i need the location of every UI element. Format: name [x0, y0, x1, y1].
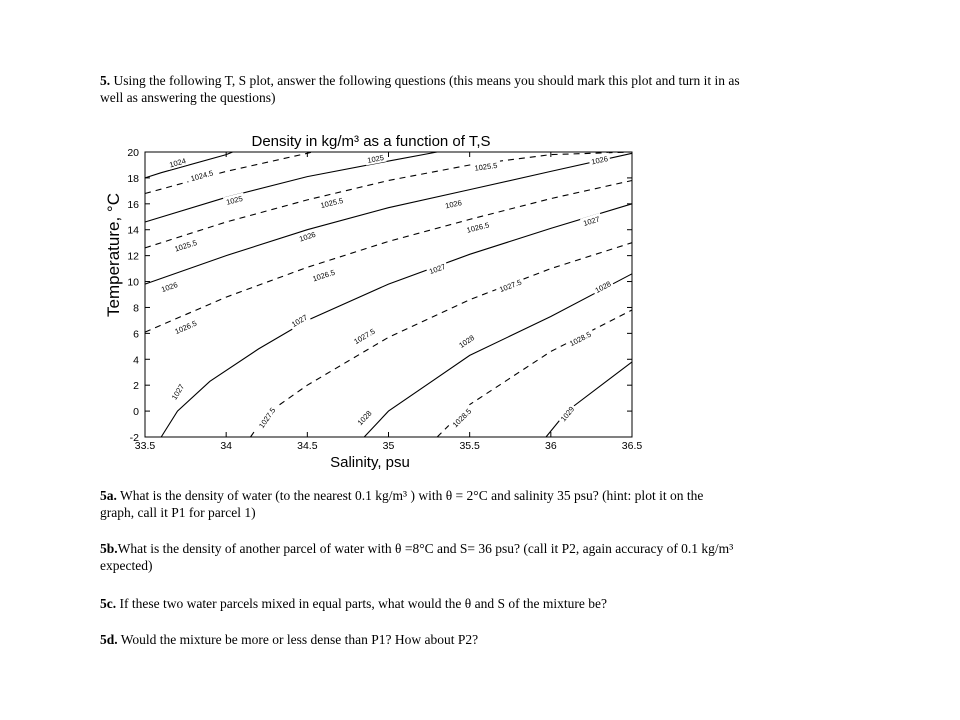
y-tick-label: 12 — [127, 250, 139, 263]
contour-label — [455, 331, 478, 351]
contour-label-text: 1026 — [590, 154, 609, 167]
question-5b-label: 5b. — [100, 541, 118, 556]
y-tick-label: 10 — [127, 276, 139, 289]
contour-label-text: 1027 — [289, 312, 309, 329]
contour-1029 — [546, 362, 632, 437]
contour-label-text: 1027.5 — [498, 277, 523, 295]
contour-label — [316, 194, 347, 211]
question-5a-label: 5a. — [100, 488, 117, 503]
contour-label — [471, 159, 501, 173]
contour-label — [495, 275, 526, 295]
contour-label-text: 1027 — [427, 261, 447, 277]
contour-labels — [158, 152, 614, 433]
y-tick-label: 4 — [133, 354, 139, 367]
question-5c-label: 5c. — [100, 596, 117, 611]
x-tick-label: 36 — [544, 440, 557, 452]
contour-label-text: 1026.5 — [465, 220, 491, 235]
y-tick-label: 6 — [133, 328, 139, 341]
contour-label — [364, 152, 386, 166]
contour-lines — [145, 152, 632, 437]
contour-label-text: 1029 — [558, 404, 577, 424]
question-5c-text: If these two water parcels mixed in equal parts, what would the θ and S of the mixture be? — [116, 596, 607, 611]
y-tick-label: 2 — [133, 380, 139, 393]
contour-label — [170, 317, 201, 338]
contour-label — [254, 403, 279, 433]
contour-label-text: 1028 — [457, 333, 477, 350]
y-tick-label: 20 — [127, 147, 139, 159]
contour-label — [353, 407, 375, 429]
x-tick-label: 34 — [220, 440, 233, 452]
question-5b — [100, 540, 740, 574]
contour-label — [426, 260, 449, 277]
contour-label-text: 1024.5 — [189, 168, 215, 184]
contour-label — [308, 266, 339, 284]
contour-1026 — [145, 153, 632, 284]
contour-label — [588, 153, 610, 167]
x-tick-label: 35 — [382, 440, 395, 452]
contour-label — [168, 380, 188, 403]
y-tick-label: -2 — [129, 432, 139, 444]
contour-label-text: 1027.5 — [352, 326, 377, 347]
contour-label — [288, 311, 311, 330]
contour-1028 — [364, 274, 632, 437]
contour-label-text: 1024 — [168, 156, 187, 170]
y-tick-label: 16 — [127, 198, 139, 211]
x-axis-label: Salinity, psu — [330, 454, 410, 471]
question-text: Using the following T, S plot, answer the following questions (this means you should mark this plot and turn it in as well as answering the questions) — [100, 73, 740, 105]
contour-label — [186, 167, 217, 184]
contour-label-text: 1027 — [169, 382, 187, 402]
contour-label-text: 1028.5 — [450, 406, 474, 430]
contour-label-text: 1028 — [355, 408, 374, 428]
question-5a — [100, 487, 740, 521]
question-5d-text: Would the mixture be more or less dense than P1? How about P2? — [117, 632, 479, 647]
y-tick-label: 18 — [127, 172, 139, 185]
contour-label-text: 1028.5 — [568, 329, 593, 349]
contour-1024.5 — [145, 152, 312, 194]
contour-label — [442, 197, 464, 211]
y-tick-label: 14 — [127, 224, 139, 237]
y-axis-label: Temperature, °C — [104, 193, 123, 317]
contour-label-text: 1027.5 — [256, 405, 278, 430]
plot-frame — [145, 152, 632, 437]
contour-1026.5 — [145, 181, 632, 333]
contour-label — [580, 213, 603, 229]
contour-label-text: 1025.5 — [474, 160, 498, 173]
contour-label — [462, 219, 493, 236]
question-5c — [100, 595, 740, 612]
x-tick-label: 36.5 — [621, 440, 643, 452]
contour-label-text: 1025.5 — [319, 195, 345, 211]
contour-label — [349, 324, 379, 347]
contour-label-text: 1026 — [160, 280, 179, 295]
x-tick-label: 35.5 — [459, 440, 480, 452]
chart-title: Density in kg/m³ as a function of T,S — [251, 133, 491, 150]
contour-label — [170, 236, 201, 254]
question-5d — [100, 631, 740, 648]
question-number: 5. — [100, 73, 111, 88]
y-tick-label: 8 — [133, 302, 139, 315]
contour-label-text: 1025 — [225, 193, 244, 207]
x-tick-label: 33.5 — [134, 440, 156, 452]
contour-1025 — [145, 152, 437, 222]
contour-label — [565, 327, 596, 349]
contour-label — [591, 277, 614, 296]
contour-label-text: 1026.5 — [311, 267, 337, 284]
contour-label-text: 1026 — [444, 198, 463, 211]
question-5-intro — [100, 72, 740, 106]
y-axis — [127, 147, 632, 444]
contour-label-text: 1026 — [298, 229, 317, 244]
contour-label-text: 1025 — [366, 153, 385, 165]
y-tick-label: 0 — [133, 406, 139, 419]
contour-label-text: 1025.5 — [173, 238, 199, 254]
contour-label — [448, 404, 476, 432]
density-contour-plot — [95, 122, 655, 477]
x-tick-label: 34.5 — [297, 440, 318, 452]
contour-label-text: 1026.5 — [173, 318, 199, 337]
contour-label — [158, 279, 181, 295]
question-5b-text: What is the density of another parcel of water with θ =8°C and S= 36 psu? (call it P2, again accuracy of 0.1 kg/m³ expected) — [100, 541, 734, 573]
contour-label-text: 1027 — [582, 214, 601, 228]
question-5a-text: What is the density of water (to the nearest 0.1 kg/m³ ) with θ = 2°C and salinity 35 psu? (hint: plot it on the graph, call it P1 for parcel 1) — [100, 488, 704, 520]
contour-label-text: 1028 — [593, 279, 613, 296]
contour-label — [296, 228, 319, 244]
question-5d-label: 5d. — [100, 632, 118, 647]
